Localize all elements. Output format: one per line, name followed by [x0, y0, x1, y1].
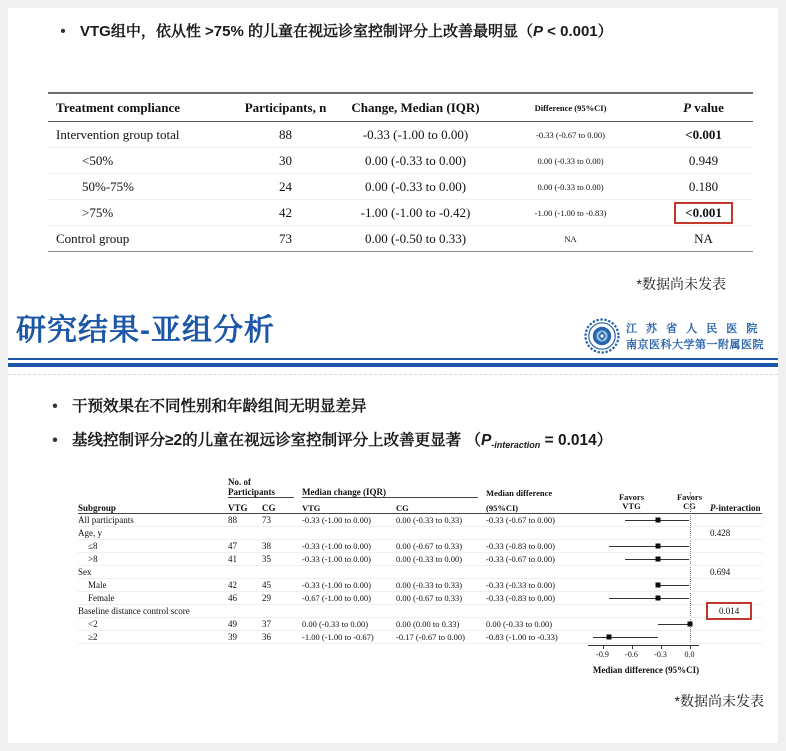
bullet-sex-age-text: 干预效果在不同性别和年龄组间无明显差异: [72, 398, 367, 416]
p-value-cell: 0.949: [688, 152, 719, 168]
vtg-change-cell: 0.00 (-0.33 to 0.00): [302, 619, 369, 630]
bullet-sex-age: [48, 397, 758, 418]
forest-data-row: [78, 553, 762, 566]
point-estimate: [655, 544, 660, 549]
forest-plot-cell: [588, 579, 704, 592]
change-cell: -0.33 (-1.00 to 0.00): [362, 126, 469, 142]
footnote-unpublished: *数据尚未发表: [636, 276, 726, 293]
change-cell: -1.00 (-1.00 to -0.42): [360, 204, 471, 220]
table-row: [48, 200, 753, 226]
hospital-name: [626, 320, 764, 352]
axis-title: Median difference (95%CI): [592, 665, 700, 676]
cg-change-cell: -0.17 (-0.67 to 0.00): [396, 632, 465, 643]
difference-cell: -0.33 (-0.67 to 0.00): [486, 515, 555, 526]
p-value-cell: [648, 202, 753, 224]
subgroup-label: Age, y: [78, 528, 102, 539]
subgroup-label: ≥2: [88, 632, 98, 643]
vtg-change-cell: -0.33 (-1.00 to 0.00): [302, 515, 371, 526]
axis-tick: [603, 645, 604, 649]
hospital-name-line1: 江 苏 省 人 民 医 院: [626, 323, 761, 336]
col-p-value: P value: [683, 99, 724, 115]
point-estimate: [655, 557, 660, 562]
vtg-n-cell: 88: [228, 515, 237, 526]
cg-n-cell: 35: [262, 554, 271, 565]
forest-data-row: [78, 631, 762, 644]
point-estimate: [655, 596, 660, 601]
header-rule-dashed: [8, 374, 778, 375]
header-rule-thick: [8, 363, 778, 367]
change-cell: 0.00 (-0.50 to 0.33): [364, 230, 467, 246]
ci-line: [593, 637, 658, 638]
forest-body: [78, 514, 762, 675]
axis-tick-label: -0.9: [596, 650, 609, 660]
difference-cell: -0.33 (-0.67 to 0.00): [486, 554, 555, 565]
table-row: [48, 226, 753, 252]
forest-plot-cell: [588, 566, 704, 579]
cg-change-cell: 0.00 (-0.67 to 0.33): [396, 541, 463, 552]
vtg-change-cell: -0.33 (-1.00 to 0.00): [302, 580, 371, 591]
axis-tick-label: -0.3: [654, 650, 667, 660]
col-p-interaction: P-interaction: [710, 503, 761, 514]
forest-plot-cell: [588, 605, 704, 618]
col-subgroup: Subgroup: [78, 503, 116, 514]
compliance-table: [48, 92, 753, 252]
participants-cell: 88: [279, 126, 292, 142]
axis-tick-label: 0.0: [684, 650, 695, 660]
forest-plot-cell: [588, 514, 704, 527]
difference-cell: -0.83 (-1.00 to -0.33): [486, 632, 558, 643]
slide-compliance-results: [8, 8, 778, 294]
col-cg-n: CG: [262, 503, 276, 514]
favors-cg-label: Favors CG: [676, 491, 703, 512]
cg-n-cell: 36: [262, 632, 271, 643]
cg-n-cell: 45: [262, 580, 271, 591]
subgroup-label: ≤8: [88, 541, 98, 552]
col-change: Change, Median (IQR): [351, 99, 480, 115]
cg-change-cell: 0.00 (-0.67 to 0.33): [396, 593, 463, 604]
highlighted-p-value: <0.001: [674, 202, 733, 224]
ci-line: [609, 598, 689, 599]
forest-data-row: [78, 579, 762, 592]
difference-cell: NA: [564, 233, 577, 244]
difference-cell: -0.33 (-0.83 to 0.00): [486, 541, 555, 552]
forest-group-row: [78, 566, 762, 579]
forest-group-row: [78, 605, 762, 618]
point-estimate: [655, 518, 660, 523]
vtg-change-cell: -0.67 (-1.00 to 0.00): [302, 593, 371, 604]
difference-cell: -0.33 (-0.67 to 0.00): [536, 129, 605, 140]
favors-vtg-label: Favors VTG: [618, 491, 645, 512]
header-rule-thin: [8, 358, 778, 360]
col-median-difference: Median difference: [486, 488, 553, 499]
row-label: Control group: [56, 230, 130, 246]
p-interaction-cell: 0.428: [710, 528, 731, 539]
cg-change-cell: 0.00 (-0.33 to 0.33): [396, 580, 463, 591]
difference-cell: -0.33 (-0.83 to 0.00): [486, 593, 555, 604]
bullet-dot-icon: •: [60, 23, 66, 40]
subgroup-label: Female: [88, 593, 115, 604]
row-label: 50%-75%: [82, 178, 134, 194]
difference-cell: 0.00 (-0.33 to 0.00): [537, 181, 604, 192]
row-label: Intervention group total: [56, 126, 180, 142]
cg-change-cell: 0.00 (0.00 to 0.33): [396, 619, 460, 630]
bullet-compliance-text: VTG组中，依从性 >75% 的儿童在视远诊室控制评分上改善最明显（P < 0.001）: [80, 23, 613, 40]
ci-line: [658, 585, 690, 586]
vtg-n-cell: 39: [228, 632, 237, 643]
forest-x-axis: [588, 645, 704, 663]
cg-n-cell: 29: [262, 593, 271, 604]
row-label: <50%: [82, 152, 114, 168]
vtg-change-cell: -0.33 (-1.00 to 0.00): [302, 554, 371, 565]
axis-tick-label: -0.6: [625, 650, 638, 660]
hospital-emblem-icon: [584, 318, 620, 354]
ci-line: [658, 624, 690, 625]
difference-cell: -0.33 (-0.33 to 0.00): [486, 580, 555, 591]
vtg-change-cell: -1.00 (-1.00 to -0.67): [302, 632, 374, 643]
p-interaction-cell: 0.694: [710, 567, 731, 578]
point-estimate: [607, 635, 612, 640]
difference-cell: 0.00 (-0.33 to 0.00): [537, 155, 604, 166]
forest-table-header: [78, 478, 762, 514]
compliance-table-header: [48, 92, 753, 122]
p-interaction-cell: [704, 605, 762, 617]
vtg-n-cell: 46: [228, 593, 237, 604]
cg-n-cell: 37: [262, 619, 271, 630]
subgroup-label: >8: [88, 554, 98, 565]
vtg-n-cell: 49: [228, 619, 237, 630]
col-group-participants: No. of Participants: [228, 477, 294, 498]
col-ci: (95%CI): [486, 503, 519, 514]
forest-plot-cell: [588, 618, 704, 631]
hospital-name-line2: 南京医科大学第一附属医院: [626, 339, 764, 352]
cg-change-cell: 0.00 (-0.33 to 0.00): [396, 554, 463, 565]
forest-data-row: [78, 514, 762, 527]
axis-tick: [690, 645, 691, 649]
cg-n-cell: 38: [262, 541, 271, 552]
subgroup-bullets: [8, 397, 778, 452]
point-estimate: [655, 583, 660, 588]
axis-line: [588, 645, 699, 646]
compliance-table-body: [48, 122, 753, 252]
vtg-change-cell: -0.33 (-1.00 to 0.00): [302, 541, 371, 552]
p-value-cell: NA: [694, 230, 713, 246]
col-group-median-change: Median change (IQR): [302, 487, 478, 498]
forest-plot-cell: [588, 527, 704, 540]
bullet-dot-icon: •: [52, 398, 58, 416]
vtg-n-cell: 41: [228, 554, 237, 565]
subgroup-label: <2: [88, 619, 98, 630]
col-participants: Participants, n: [244, 99, 327, 115]
forest-plot-cell: [588, 540, 704, 553]
ci-line: [609, 546, 689, 547]
bullet-dot-icon: •: [52, 432, 58, 450]
slide-subgroup-analysis: [8, 312, 778, 711]
slide-header: [8, 312, 778, 354]
col-treatment-compliance: Treatment compliance: [56, 99, 181, 115]
bullet-baseline-score: [48, 431, 758, 452]
forest-data-row: [78, 592, 762, 605]
p-value-cell: 0.180: [688, 178, 719, 194]
forest-plot-cell: [588, 631, 704, 644]
change-cell: 0.00 (-0.33 to 0.00): [364, 152, 467, 168]
forest-plot-table: [78, 478, 762, 675]
table-row: [48, 174, 753, 200]
highlighted-p-interaction: 0.014: [706, 602, 752, 620]
subgroup-label: Sex: [78, 567, 92, 578]
page-title: 研究结果-亚组分析: [16, 314, 275, 348]
hospital-logo: [584, 318, 764, 354]
forest-group-row: [78, 527, 762, 540]
forest-plot-cell: [588, 553, 704, 566]
bullet-compliance: [8, 22, 778, 42]
bullet-baseline-score-text: 基线控制评分≥2的儿童在视远诊室控制评分上改善更显著 $(P_{-interaction} = 0.014)$: [72, 432, 613, 451]
subgroup-label: Baseline distance control score: [78, 606, 190, 617]
forest-plot-cell: [588, 592, 704, 605]
cg-n-cell: 73: [262, 515, 271, 526]
slide-canvas: [8, 8, 778, 743]
footnote-unpublished: *数据尚未发表: [674, 693, 764, 710]
participants-cell: 24: [279, 178, 292, 194]
difference-cell: 0.00 (-0.33 to 0.00): [486, 619, 553, 630]
subgroup-label: All participants: [78, 515, 134, 526]
change-cell: 0.00 (-0.33 to 0.00): [364, 178, 467, 194]
participants-cell: 30: [279, 152, 292, 168]
table-row: [48, 148, 753, 174]
col-vtg-n: VTG: [228, 503, 248, 514]
participants-cell: 42: [279, 204, 292, 220]
col-difference: Difference (95%CI): [534, 102, 607, 113]
table-row: [48, 122, 753, 148]
participants-cell: 73: [279, 230, 292, 246]
vtg-n-cell: 47: [228, 541, 237, 552]
forest-data-row: [78, 540, 762, 553]
subgroup-label: Male: [88, 580, 107, 591]
forest-data-row: [78, 618, 762, 631]
difference-cell: -1.00 (-1.00 to -0.83): [534, 207, 607, 218]
axis-tick: [632, 645, 633, 649]
point-estimate: [687, 622, 692, 627]
row-label: >75%: [82, 204, 114, 220]
vtg-n-cell: 42: [228, 580, 237, 591]
col-vtg-change: VTG: [302, 503, 321, 514]
p-value-cell: <0.001: [685, 126, 722, 142]
col-cg-change: CG: [396, 503, 409, 514]
cg-change-cell: 0.00 (-0.33 to 0.33): [396, 515, 463, 526]
axis-tick: [661, 645, 662, 649]
